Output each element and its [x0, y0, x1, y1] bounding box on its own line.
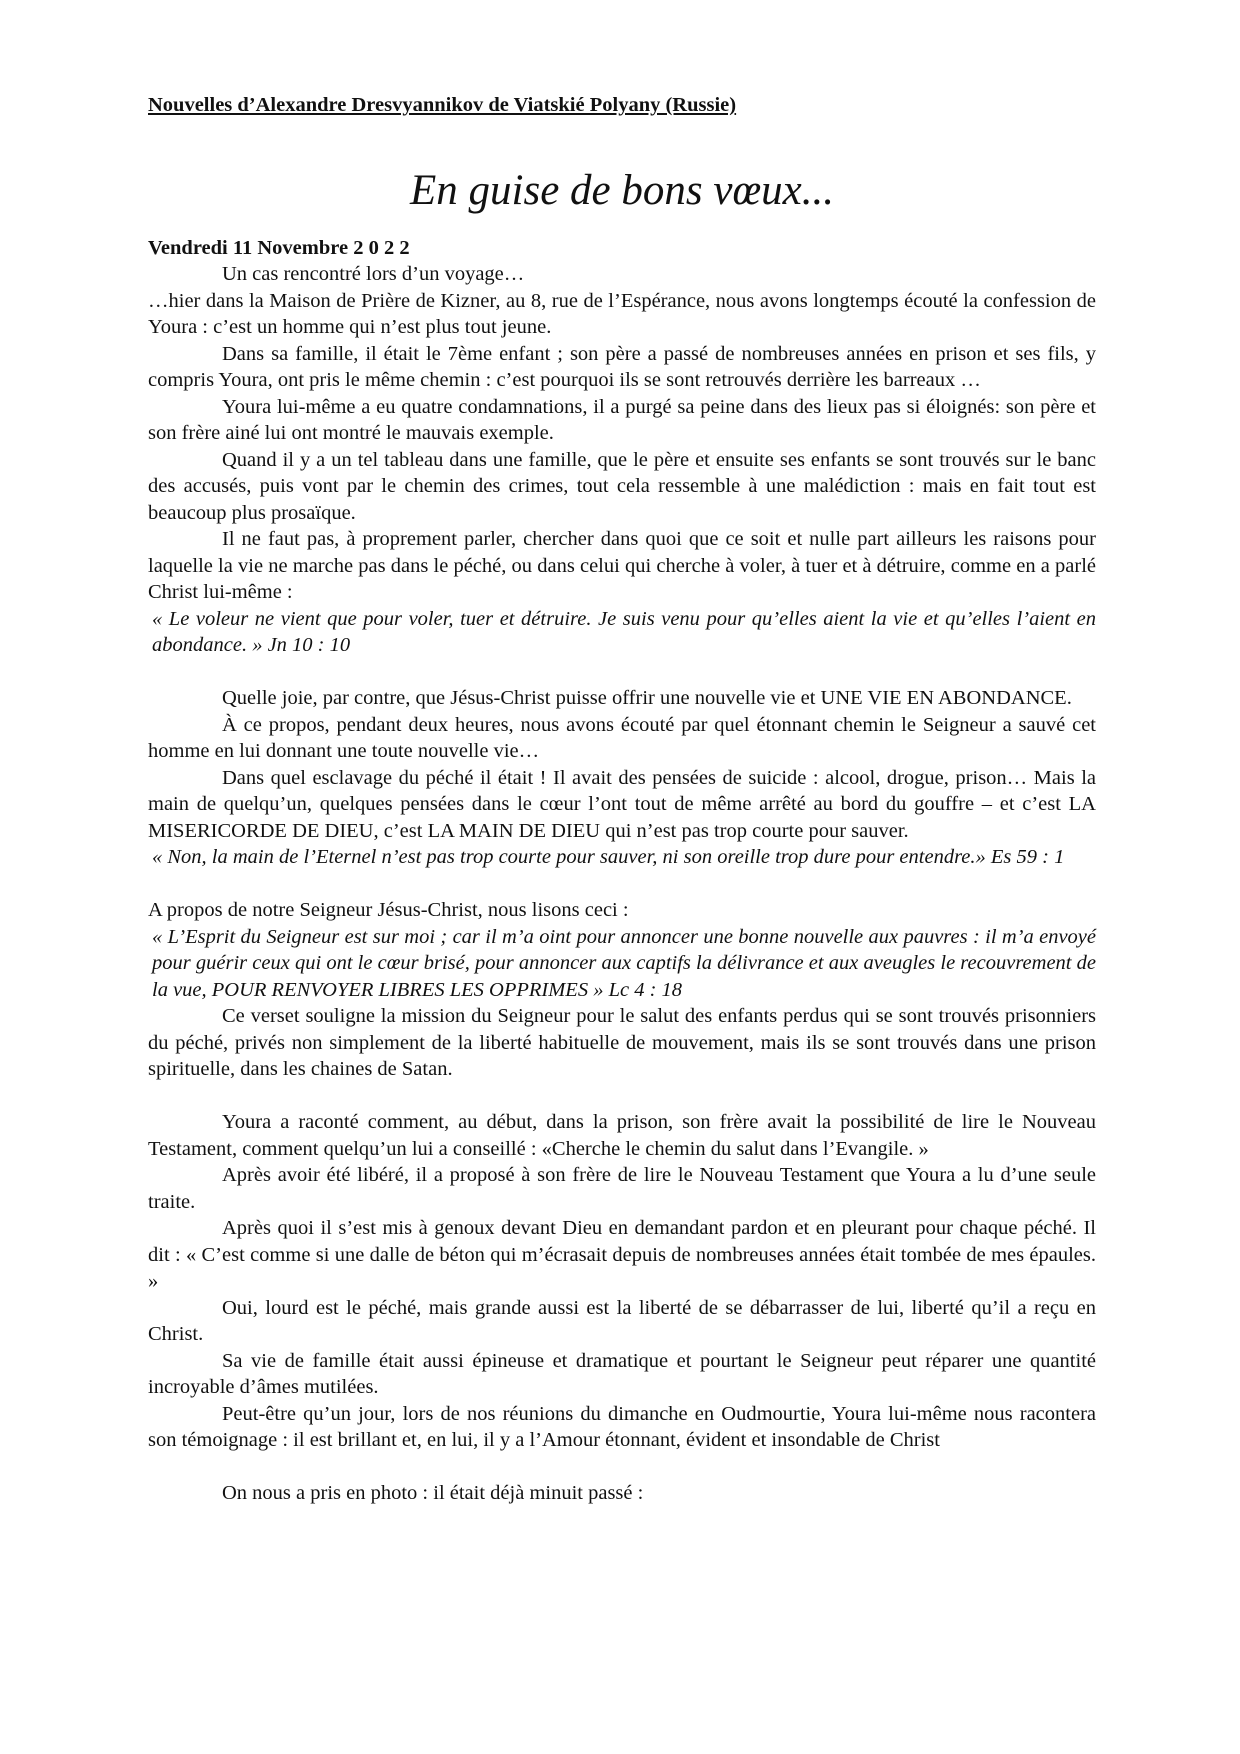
paragraph: Ce verset souligne la mission du Seigneur pour le salut des enfants perdus qui se sont trouvés prisonniers du péché, privés non simplement de la liberté habituelle de mouvement, mais ils se sont trouvés dans une prison spirituelle, dans les chaines de Satan. [148, 1005, 1096, 1080]
spacer [148, 871, 1096, 898]
spacer [148, 1454, 1096, 1481]
paragraph: Sa vie de famille était aussi épineuse et dramatique et pourtant le Seigneur peut réparer une quantité incroyable d’âmes mutilées. [148, 1349, 1096, 1398]
bible-quote: « L’Esprit du Seigneur est sur moi ; car il m’a oint pour annoncer une bonne nouvelle aux pauvres : il m’a envoyé pour guérir ceux qui ont le cœur brisé, pour annoncer aux captifs la délivrance et aux aveugles le recouvrement de la vue, POUR RENVOYER LIBRES LES OPPRIMES » Lc 4 : 18 [152, 925, 1096, 1001]
paragraph: Il ne faut pas, à proprement parler, chercher dans quoi que ce soit et nulle part ailleurs les raisons pour laquelle la vie ne marche pas dans le péché, ou dans celui qui cherche à voler, à tuer et à détruire, comme en a parlé Christ lui-même : [148, 528, 1096, 603]
spacer [148, 1083, 1096, 1110]
spacer [148, 659, 1096, 686]
paragraph: À ce propos, pendant deux heures, nous avons écouté par quel étonnant chemin le Seigneur a sauvé cet homme en lui donnant une toute nouvelle vie… [148, 713, 1096, 762]
paragraph: Après quoi il s’est mis à genoux devant Dieu en demandant pardon et en pleurant pour chaque péché. Il dit : « C’est comme si une dalle de béton qui m’écrasait depuis de nombreuses années était tombée de mes épaules. » [148, 1217, 1096, 1292]
paragraph: Dans sa famille, il était le 7ème enfant ; son père a passé de nombreuses années en prison et ses fils, y compris Youra, ont pris le même chemin : c’est pourquoi ils se sont retrouvés derrière les barreaux … [148, 342, 1096, 391]
document-page [148, 92, 1096, 1507]
bible-quote: « Non, la main de l’Eternel n’est pas trop courte pour sauver, ni son oreille trop dure pour entendre.» Es 59 : 1 [152, 846, 1065, 868]
paragraph: Un cas rencontré lors d’un voyage… [222, 263, 525, 285]
paragraph: Youra a raconté comment, au début, dans la prison, son frère avait la possibilité de lire le Nouveau Testament, comment quelqu’un lui a conseillé : «Cherche le chemin du salut dans l’Evangile. » [148, 1111, 1096, 1160]
paragraph: Quand il y a un tel tableau dans une famille, que le père et ensuite ses enfants se sont trouvés sur le banc des accusés, puis vont par le chemin des crimes, tout cela ressemble à une malédiction : mais en fait tout est beaucoup plus prosaïque. [148, 448, 1096, 524]
paragraph: On nous a pris en photo : il était déjà minuit passé : [222, 1482, 644, 1504]
document-header: Nouvelles d’Alexandre Dresvyannikov de Viatskié Polyany (Russie) [148, 94, 737, 116]
paragraph: Oui, lourd est le péché, mais grande aussi est la liberté de se débarrasser de lui, liberté qu’il a reçu en Christ. [148, 1296, 1096, 1345]
paragraph: Quelle joie, par contre, que Jésus-Christ puisse offrir une nouvelle vie et UNE VIE EN ABONDANCE. [222, 687, 1072, 709]
paragraph: Youra lui-même a eu quatre condamnations, il a purgé sa peine dans des lieux pas si éloignés: son père et son frère ainé lui ont montré le mauvais exemple. [148, 395, 1096, 444]
document-date: Vendredi 11 Novembre 2 0 2 2 [148, 236, 410, 259]
paragraph: …hier dans la Maison de Prière de Kizner, au 8, rue de l’Espérance, nous avons longtemps écouté la confession de Youra : c’est un homme qui n’est plus tout jeune. [148, 289, 1096, 338]
document-title: En guise de bons vœux... [410, 166, 834, 214]
paragraph: Dans quel esclavage du péché il était ! Il avait des pensées de suicide : alcool, drogue, prison… Mais la main de quelqu’un, quelques pensées dans le cœur l’ont tout de même arrêté au bord du gouffre – et c’est LA MISERICORDE DE DIEU, c’est LA MAIN DE DIEU qui n’est pas trop courte pour sauver. [148, 766, 1096, 842]
bible-quote: « Le voleur ne vient que pour voler, tuer et détruire. Je suis venu pour qu’elles aient la vie et qu’elles l’aient en abondance. » Jn 10 : 10 [152, 607, 1096, 656]
paragraph: Après avoir été libéré, il a proposé à son frère de lire le Nouveau Testament que Youra a lu d’une seule traite. [148, 1164, 1096, 1213]
paragraph: Peut-être qu’un jour, lors de nos réunions du dimanche en Oudmourtie, Youra lui-même nous racontera son témoignage : il est brillant et, en lui, il y a l’Amour étonnant, évident et insondable de Christ [148, 1402, 1096, 1451]
paragraph: A propos de notre Seigneur Jésus-Christ, nous lisons ceci : [148, 899, 629, 921]
